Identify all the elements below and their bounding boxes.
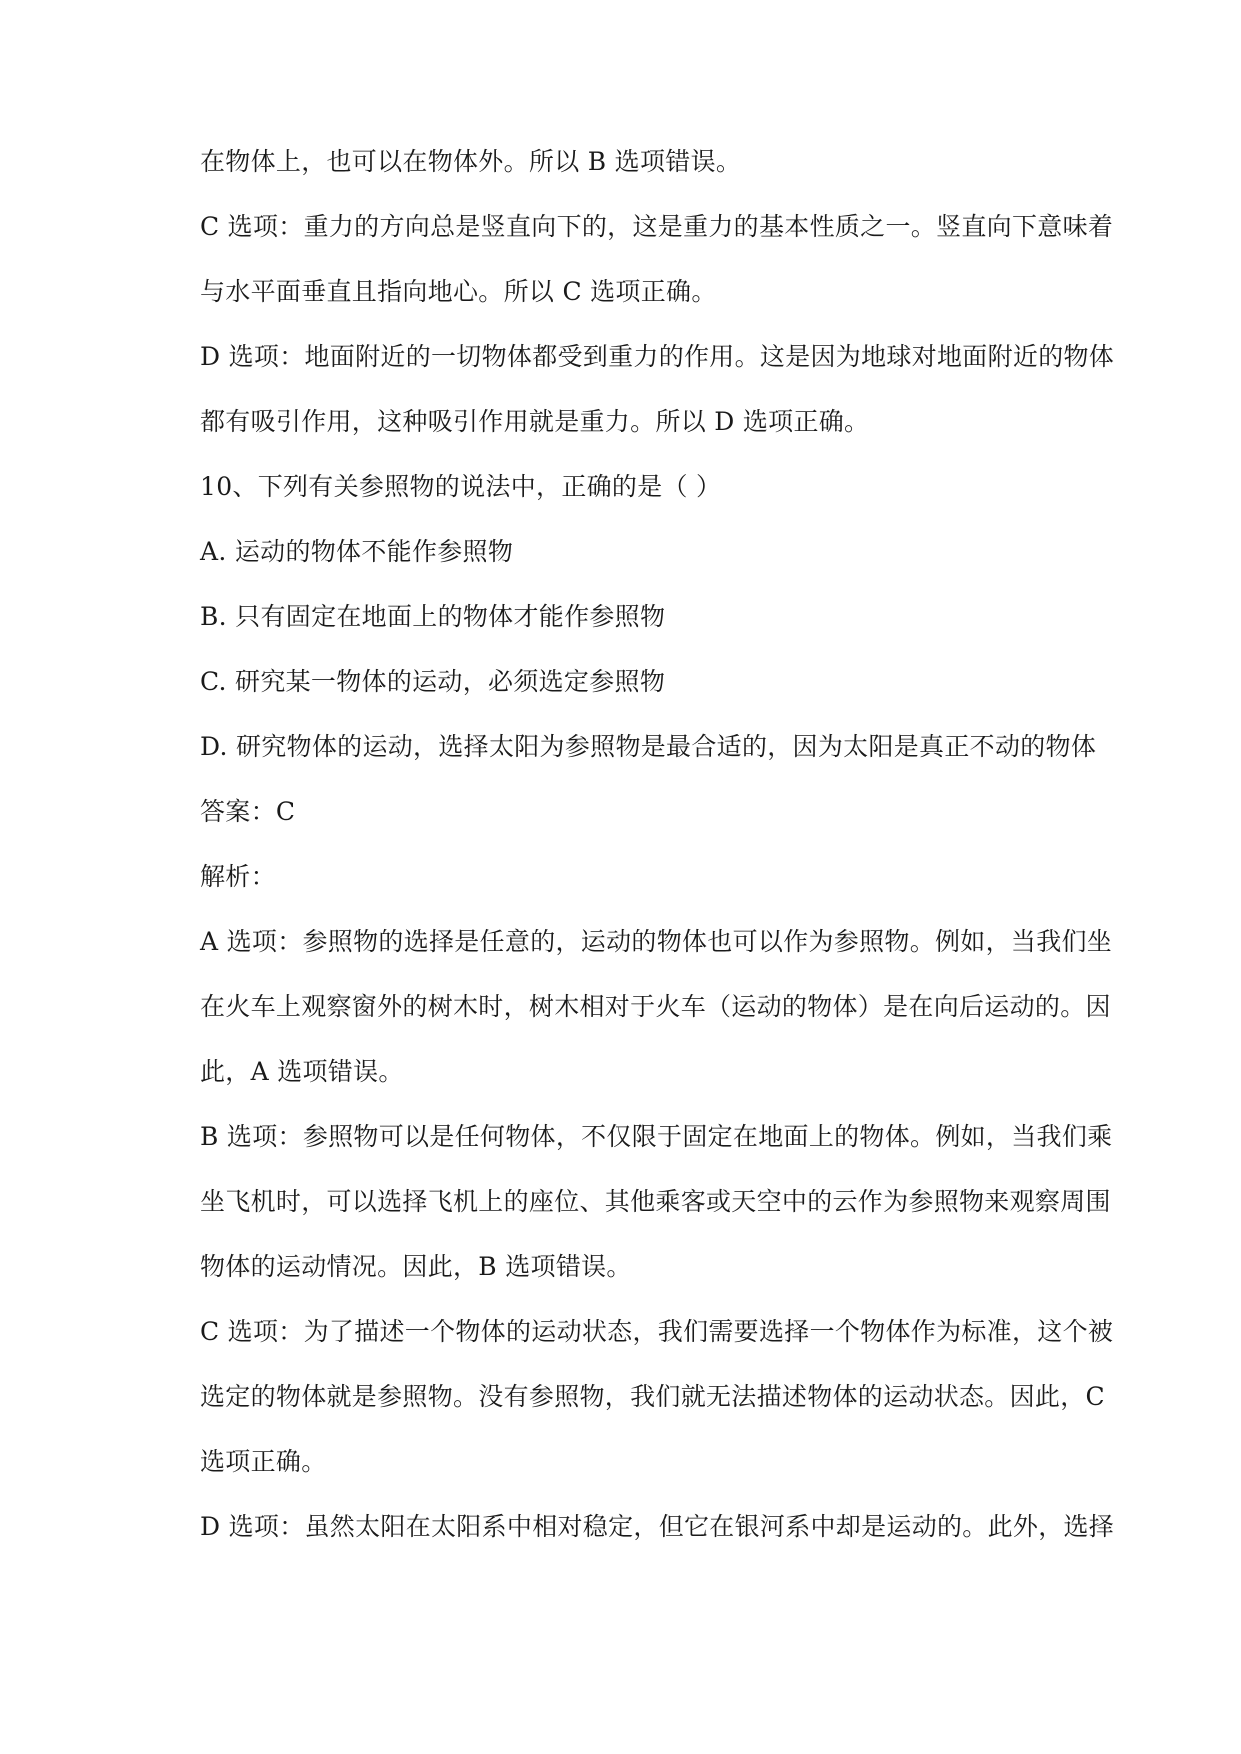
option-b: B. 只有固定在地面上的物体才能作参照物 [200,602,666,631]
answer: 答案：C [200,797,296,826]
text-line: 在物体上，也可以在物体外。所以 B 选项错误。 [200,147,742,176]
text-line: 都有吸引作用，这种吸引作用就是重力。所以 D 选项正确。 [200,407,870,436]
text-line: 此，A 选项错误。 [200,1057,404,1086]
text-line: C 选项：重力的方向总是竖直向下的，这是重力的基本性质之一。竖直向下意味着 [200,212,1114,241]
text-line: 选项正确。 [200,1447,327,1476]
text-line: D 选项：地面附近的一切物体都受到重力的作用。这是因为地球对地面附近的物体 [200,342,1115,371]
text-line: A 选项：参照物的选择是任意的，运动的物体也可以作为参照物。例如，当我们坐 [200,927,1113,956]
option-c: C. 研究某一物体的运动，必须选定参照物 [200,667,666,696]
text-line: 物体的运动情况。因此，B 选项错误。 [200,1252,632,1281]
question-title: 10、下列有关参照物的说法中，正确的是（ ） [200,472,722,501]
text-line: 在火车上观察窗外的树木时，树木相对于火车（运动的物体）是在向后运动的。因 [200,992,1111,1021]
text-body [200,142,1115,1572]
option-a: A. 运动的物体不能作参照物 [200,537,514,566]
text-line: B 选项：参照物可以是任何物体，不仅限于固定在地面上的物体。例如，当我们乘 [200,1122,1113,1151]
text-line: 选定的物体就是参照物。没有参照物，我们就无法描述物体的运动状态。因此，C [200,1382,1105,1411]
text-line: 与水平面垂直且指向地心。所以 C 选项正确。 [200,277,717,306]
text-line: C 选项：为了描述一个物体的运动状态，我们需要选择一个物体作为标准，这个被 [200,1317,1114,1346]
option-d: D. 研究物体的运动，选择太阳为参照物是最合适的，因为太阳是真正不动的物体 [200,732,1097,761]
text-line: 坐飞机时，可以选择飞机上的座位、其他乘客或天空中的云作为参照物来观察周围 [200,1187,1111,1216]
analysis-heading: 解析： [200,862,276,891]
text-line: D 选项：虽然太阳在太阳系中相对稳定，但它在银河系中却是运动的。此外，选择 [200,1512,1115,1541]
